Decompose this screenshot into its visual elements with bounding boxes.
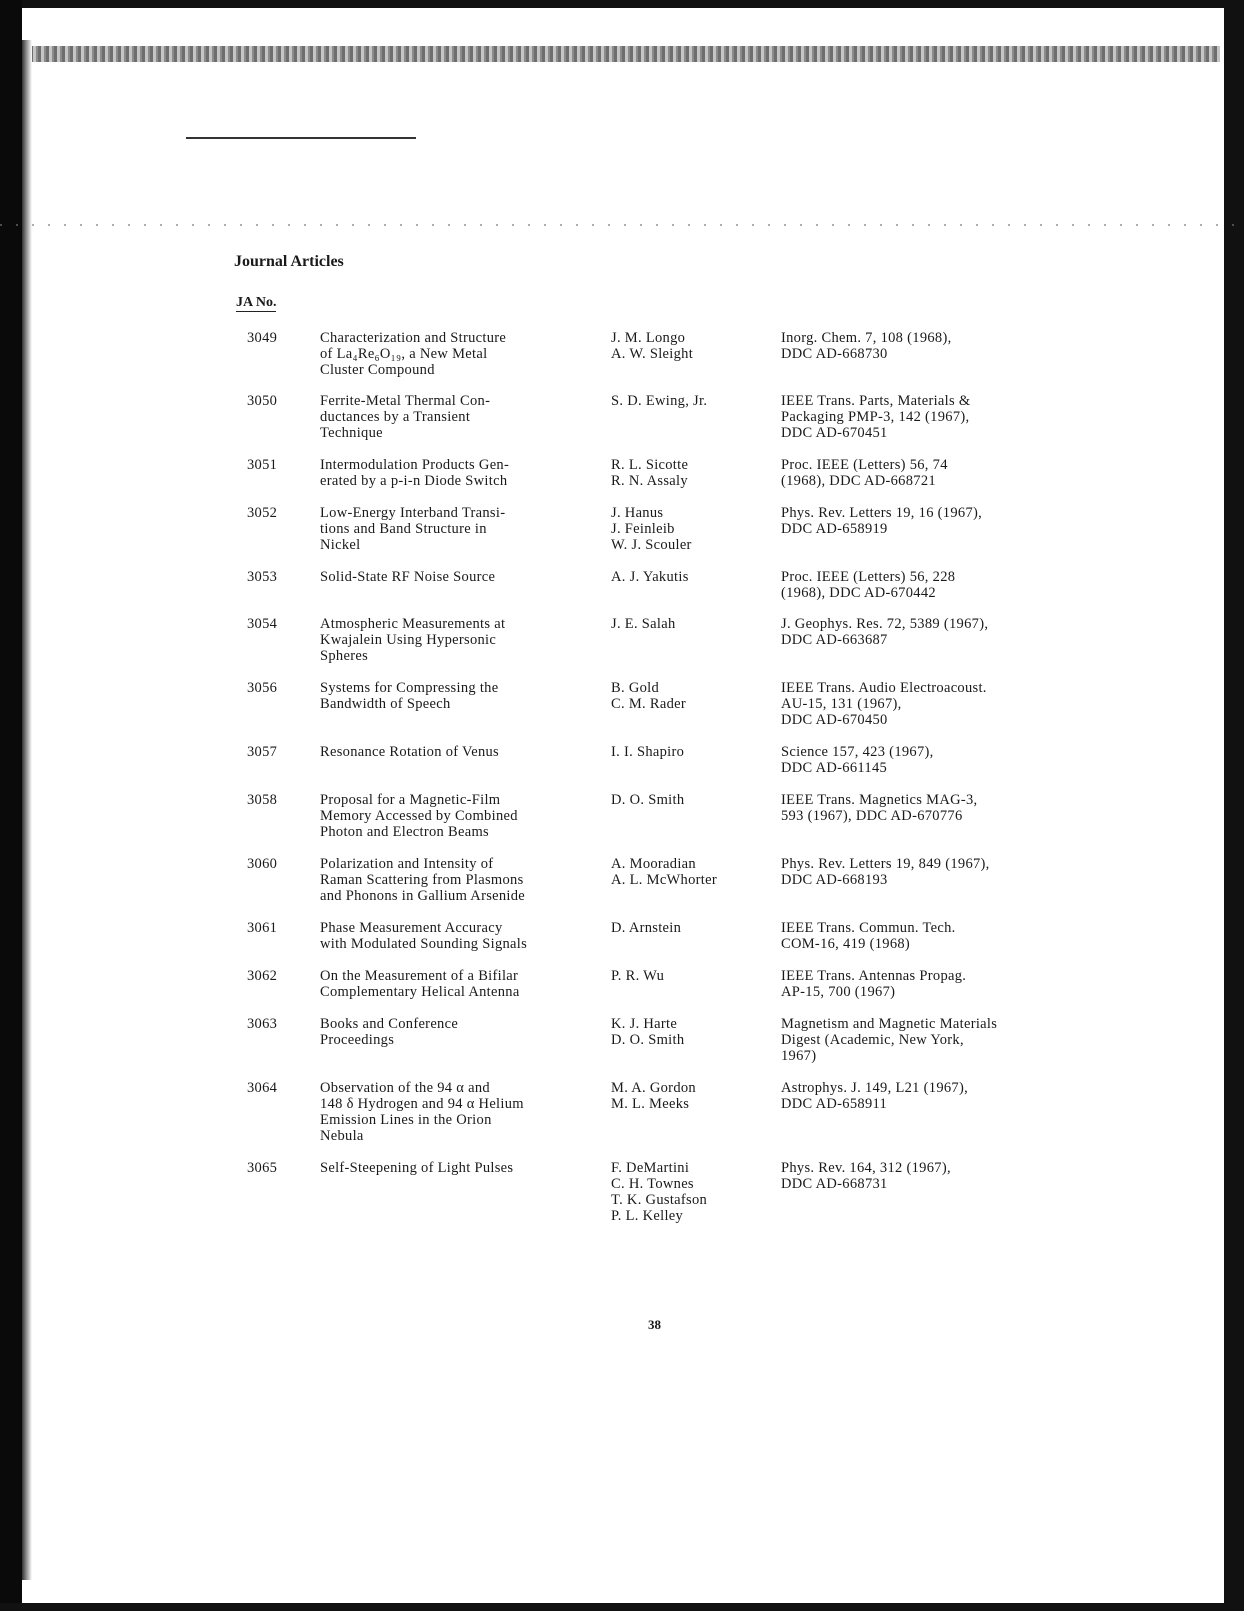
article-title-line: Observation of the 94 α and xyxy=(320,1080,490,1096)
article-reference-line: 1967) xyxy=(781,1048,817,1064)
article-title xyxy=(320,680,595,712)
page-number: 38 xyxy=(648,1317,661,1332)
article-title xyxy=(320,968,595,1000)
article-authors xyxy=(611,856,761,888)
ja-number xyxy=(247,457,297,473)
article-reference-line: J. Geophys. Res. 72, 5389 (1967), xyxy=(781,616,989,632)
article-title-line: Ferrite-Metal Thermal Con- xyxy=(320,393,491,409)
article-authors-line: K. J. Harte xyxy=(611,1016,678,1032)
ja-number-line: 3050 xyxy=(247,393,278,409)
article-reference-line: DDC AD-661145 xyxy=(781,760,888,776)
article-reference-line: Phys. Rev. 164, 312 (1967), xyxy=(781,1160,951,1176)
article-title-line: Solid-State RF Noise Source xyxy=(320,569,496,585)
article-authors xyxy=(611,1016,761,1048)
ja-number-line: 3061 xyxy=(247,920,278,936)
article-title-line: Cluster Compound xyxy=(320,362,435,378)
ja-number xyxy=(247,505,297,521)
ja-number xyxy=(247,569,297,585)
ja-number-line: 3065 xyxy=(247,1160,278,1176)
article-title xyxy=(320,1080,595,1144)
ja-number-line: 3058 xyxy=(247,792,278,808)
ja-number xyxy=(247,920,297,936)
article-title xyxy=(320,1016,595,1048)
article-authors xyxy=(611,968,761,984)
article-reference xyxy=(781,680,1081,728)
article-reference-line: Science 157, 423 (1967), xyxy=(781,744,934,760)
article-reference-line: Astrophys. J. 149, L21 (1967), xyxy=(781,1080,969,1096)
article-authors-line: D. O. Smith xyxy=(611,792,685,808)
article-authors-line: R. L. Sicotte xyxy=(611,457,689,473)
article-title-line: Technique xyxy=(320,425,383,441)
ja-number-line: 3053 xyxy=(247,569,278,585)
ja-number-line: 3064 xyxy=(247,1080,278,1096)
ja-number-line: 3060 xyxy=(247,856,278,872)
article-reference-line: IEEE Trans. Antennas Propag. xyxy=(781,968,967,984)
article-title-line: Nebula xyxy=(320,1128,364,1144)
article-reference-line: 593 (1967), DDC AD-670776 xyxy=(781,808,963,824)
article-authors-line: B. Gold xyxy=(611,680,660,696)
article-authors-line: J. M. Longo xyxy=(611,330,686,346)
article-authors-line: M. L. Meeks xyxy=(611,1096,690,1112)
article-reference-line: DDC AD-670450 xyxy=(781,712,888,728)
article-title xyxy=(320,569,595,585)
article-authors xyxy=(611,616,761,632)
article-authors xyxy=(611,1080,761,1112)
article-authors-line: F. DeMartini xyxy=(611,1160,690,1176)
article-reference-line: AP-15, 700 (1967) xyxy=(781,984,896,1000)
article-title xyxy=(320,1160,595,1176)
article-title-line: Phase Measurement Accuracy xyxy=(320,920,503,936)
article-reference xyxy=(781,616,1081,648)
article-title-line: erated by a p-i-n Diode Switch xyxy=(320,473,508,489)
article-authors-line: P. R. Wu xyxy=(611,968,665,984)
article-authors xyxy=(611,680,761,712)
ja-number xyxy=(247,330,297,346)
article-authors-line: P. L. Kelley xyxy=(611,1208,684,1224)
article-reference-line: Proc. IEEE (Letters) 56, 228 xyxy=(781,569,956,585)
article-title-line: Books and Conference xyxy=(320,1016,459,1032)
article-reference xyxy=(781,1080,1081,1112)
article-authors-line: W. J. Scouler xyxy=(611,537,692,553)
article-title xyxy=(320,330,595,378)
ja-number xyxy=(247,856,297,872)
article-reference-line: IEEE Trans. Audio Electroacoust. xyxy=(781,680,987,696)
article-reference-line: DDC AD-668193 xyxy=(781,872,888,888)
article-reference-line: COM-16, 419 (1968) xyxy=(781,936,911,952)
article-reference-line: DDC AD-658911 xyxy=(781,1096,888,1112)
ja-number-line: 3051 xyxy=(247,457,278,473)
article-title-line: Raman Scattering from Plasmons xyxy=(320,872,524,888)
article-title-line: On the Measurement of a Bifilar xyxy=(320,968,519,984)
article-reference xyxy=(781,856,1081,888)
article-authors-line: T. K. Gustafson xyxy=(611,1192,708,1208)
ja-number xyxy=(247,792,297,808)
article-title-line: Low-Energy Interband Transi- xyxy=(320,505,506,521)
ja-number xyxy=(247,1016,297,1032)
article-reference-line: (1968), DDC AD-668721 xyxy=(781,473,936,489)
article-reference-line: DDC AD-658919 xyxy=(781,521,888,537)
article-title-line: Intermodulation Products Gen- xyxy=(320,457,510,473)
article-title-line: Emission Lines in the Orion xyxy=(320,1112,492,1128)
article-reference-line: Proc. IEEE (Letters) 56, 74 xyxy=(781,457,948,473)
article-authors xyxy=(611,920,761,936)
ja-number xyxy=(247,1160,297,1176)
article-title xyxy=(320,792,595,840)
article-title-line: 148 δ Hydrogen and 94 α Helium xyxy=(320,1096,524,1112)
article-title-line: tions and Band Structure in xyxy=(320,521,487,537)
article-title-line: of La₄Re₆O₁₉, a New Metal xyxy=(320,346,488,362)
article-title xyxy=(320,856,595,904)
article-title xyxy=(320,920,595,952)
article-title-line: Proposal for a Magnetic-Film xyxy=(320,792,501,808)
ja-number-line: 3063 xyxy=(247,1016,278,1032)
section-title: Journal Articles xyxy=(234,253,344,270)
article-reference-line: DDC AD-670451 xyxy=(781,425,888,441)
article-title-line: Polarization and Intensity of xyxy=(320,856,494,872)
article-reference-line: DDC AD-668731 xyxy=(781,1176,888,1192)
article-title-line: Resonance Rotation of Venus xyxy=(320,744,499,760)
ja-number-line: 3062 xyxy=(247,968,278,984)
article-reference-line: DDC AD-663687 xyxy=(781,632,888,648)
ja-number xyxy=(247,680,297,696)
article-authors-line: J. Feinleib xyxy=(611,521,675,537)
article-title-line: Atmospheric Measurements at xyxy=(320,616,506,632)
article-title xyxy=(320,393,595,441)
article-reference-line: AU-15, 131 (1967), xyxy=(781,696,902,712)
article-reference-line: Phys. Rev. Letters 19, 16 (1967), xyxy=(781,505,983,521)
article-authors-line: I. I. Shapiro xyxy=(611,744,685,760)
ja-number-line: 3054 xyxy=(247,616,278,632)
article-authors xyxy=(611,393,761,409)
article-authors-line: C. H. Townes xyxy=(611,1176,694,1192)
article-authors xyxy=(611,569,761,585)
article-title-line: Proceedings xyxy=(320,1032,395,1048)
article-authors xyxy=(611,457,761,489)
ja-number-line: 3049 xyxy=(247,330,278,346)
article-reference xyxy=(781,792,1081,824)
article-reference xyxy=(781,744,1081,776)
article-authors-line: A. J. Yakutis xyxy=(611,569,689,585)
ja-number xyxy=(247,393,297,409)
article-title-line: with Modulated Sounding Signals xyxy=(320,936,528,952)
article-title-line: Nickel xyxy=(320,537,361,553)
article-title-line: and Phonons in Gallium Arsenide xyxy=(320,888,526,904)
article-reference xyxy=(781,1016,1081,1064)
article-reference-line: IEEE Trans. Parts, Materials & xyxy=(781,393,971,409)
ja-number xyxy=(247,744,297,760)
article-title-line: ductances by a Transient xyxy=(320,409,471,425)
article-reference-line: Packaging PMP-3, 142 (1967), xyxy=(781,409,970,425)
ja-number-line: 3056 xyxy=(247,680,278,696)
ja-number xyxy=(247,968,297,984)
article-reference-line: IEEE Trans. Magnetics MAG-3, xyxy=(781,792,978,808)
article-authors xyxy=(611,792,761,808)
article-title xyxy=(320,457,595,489)
article-reference-line: DDC AD-668730 xyxy=(781,346,888,362)
article-title-line: Kwajalein Using Hypersonic xyxy=(320,632,497,648)
article-reference-line: Digest (Academic, New York, xyxy=(781,1032,964,1048)
article-title-line: Spheres xyxy=(320,648,369,664)
ja-number xyxy=(247,1080,297,1096)
article-authors-line: J. Hanus xyxy=(611,505,664,521)
article-title xyxy=(320,505,595,553)
article-authors-line: D. Arnstein xyxy=(611,920,682,936)
article-reference-line: IEEE Trans. Commun. Tech. xyxy=(781,920,956,936)
article-authors-line: A. W. Sleight xyxy=(611,346,694,362)
article-title-line: Characterization and Structure xyxy=(320,330,507,346)
ja-number-line: 3057 xyxy=(247,744,278,760)
article-title-line: Memory Accessed by Combined xyxy=(320,808,518,824)
article-authors-line: R. N. Assaly xyxy=(611,473,688,489)
article-authors xyxy=(611,505,761,553)
article-authors-line: J. E. Salah xyxy=(611,616,676,632)
article-title-line: Systems for Compressing the xyxy=(320,680,499,696)
article-authors-line: A. Mooradian xyxy=(611,856,696,872)
article-reference xyxy=(781,968,1081,1000)
article-reference-line: Inorg. Chem. 7, 108 (1968), xyxy=(781,330,952,346)
article-reference xyxy=(781,457,1081,489)
article-title xyxy=(320,744,595,760)
article-authors-line: D. O. Smith xyxy=(611,1032,685,1048)
article-authors-line: A. L. McWhorter xyxy=(611,872,717,888)
article-reference xyxy=(781,920,1081,952)
ja-number xyxy=(247,616,297,632)
article-reference xyxy=(781,330,1081,362)
article-authors-line: C. M. Rader xyxy=(611,696,686,712)
article-authors xyxy=(611,1160,761,1224)
article-title xyxy=(320,616,595,664)
article-authors xyxy=(611,744,761,760)
article-reference-line: Phys. Rev. Letters 19, 849 (1967), xyxy=(781,856,990,872)
article-title-line: Bandwidth of Speech xyxy=(320,696,451,712)
article-reference-line: (1968), DDC AD-670442 xyxy=(781,585,936,601)
ja-number-line: 3052 xyxy=(247,505,278,521)
article-title-line: Complementary Helical Antenna xyxy=(320,984,520,1000)
article-authors-line: S. D. Ewing, Jr. xyxy=(611,393,708,409)
article-title-line: Photon and Electron Beams xyxy=(320,824,489,840)
article-title-line: Self-Steepening of Light Pulses xyxy=(320,1160,514,1176)
article-reference xyxy=(781,393,1081,441)
article-reference xyxy=(781,1160,1081,1192)
article-reference xyxy=(781,505,1081,537)
article-authors xyxy=(611,330,761,362)
article-authors-line: M. A. Gordon xyxy=(611,1080,696,1096)
article-reference-line: Magnetism and Magnetic Materials xyxy=(781,1016,998,1032)
article-reference xyxy=(781,569,1081,601)
column-header-ja-no: JA No. xyxy=(236,295,277,310)
